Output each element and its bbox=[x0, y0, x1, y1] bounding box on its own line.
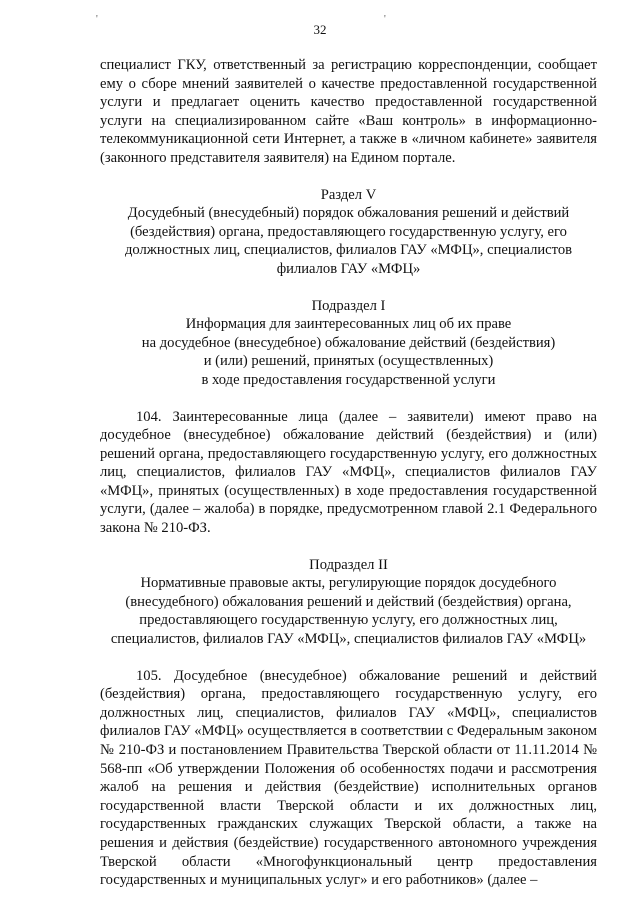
intro-paragraph: специалист ГКУ, ответственный за регистрацию корреспонденции, сообщает ему о сборе мнений заявителей о качестве предоставленной государственной услуги и предлагает оценить качество предоставленной государственной услуги на специализированном сайте «Ваш контроль» в информационно-телекоммуникационной сети Интернет, а также в «личном кабинете» заявителя (законного представителя заявителя) на Едином портале. bbox=[100, 57, 597, 166]
subsection-1-title-line: в ходе предоставления государственной услуги bbox=[201, 371, 496, 388]
subsection-2-heading bbox=[100, 556, 597, 649]
scan-mark-right: ' bbox=[384, 14, 386, 25]
subsection-2-title-line: предоставляющего государственную услугу, его должностных лиц, bbox=[139, 612, 558, 629]
subsection-1-title-line: Информация для заинтересованных лиц об их праве bbox=[185, 316, 512, 333]
subsection-1-title-line: на досудебное (внесудебное) обжалование действий (бездействия) bbox=[141, 334, 556, 351]
section-title-line: Досудебный (внесудебный) порядок обжалования решений и действий bbox=[127, 205, 570, 222]
section-title-line: (бездействия) органа, предоставляющего государственную услугу, его bbox=[130, 223, 567, 240]
section-title-line: филиалов ГАУ «МФЦ» bbox=[276, 260, 421, 277]
subsection-2-label: Подраздел II bbox=[309, 556, 388, 573]
paragraph-104: 104. Заинтересованные лица (далее – заявители) имеют право на досудебное (внесудебное) обжалование действий (бездействия) и (или) решений органа, предоставляющего государственную услугу, его должностных лиц, специалистов, филиалов ГАУ «МФЦ», специалистов филиалов ГАУ «МФЦ», принятых (осуществленных) в ходе предоставления государственной услуги, (далее – жалоба) в порядке, предусмотренном главой 2.1 Федерального закона № 210-ФЗ. bbox=[100, 408, 597, 537]
subsection-2-title-line: специалистов, филиалов ГАУ «МФЦ», специалистов филиалов ГАУ «МФЦ» bbox=[110, 631, 587, 648]
section-heading bbox=[100, 186, 597, 279]
section-label: Раздел V bbox=[320, 186, 377, 203]
paragraph-105: 105. Досудебное (внесудебное) обжалование решений и действий (бездействия) органа, предоставляющего государственную услугу, его должностных лиц, специалистов, филиалов ГАУ «МФЦ», специалистов филиалов ГАУ «МФЦ» осуществляется в соответствии с Федеральным законом № 210-ФЗ и постановлением Правительства Тверской области от 11.11.2014 № 568-пп «Об утверждении Положения об особенностях подачи и рассмотрения жалоб на решения и действия (бездействие) исполнительных органов государственной власти Тверской области и их должностных лиц, государственных гражданских служащих Тверской области, а также на решения и действия (бездействие) государственного автономного учреждения Тверской области «Многофункциональный центр предоставления государственных и муниципальных услуг» и его работников» (далее – bbox=[100, 667, 597, 889]
subsection-2-title-line: Нормативные правовые акты, регулирующие порядок досудебного bbox=[140, 575, 557, 592]
section-title-line: должностных лиц, специалистов, филиалов ГАУ «МФЦ», специалистов bbox=[124, 242, 573, 259]
page-number: 32 bbox=[313, 22, 327, 37]
subsection-2-title-line: (внесудебного) обжалования решений и действий (бездействия) органа, bbox=[125, 593, 572, 610]
scan-mark-left: ' bbox=[96, 14, 98, 25]
subsection-1-heading bbox=[100, 297, 597, 390]
document-body bbox=[100, 56, 597, 890]
subsection-1-label: Подраздел I bbox=[311, 297, 386, 314]
subsection-1-title-line: и (или) решений, принятых (осуществленных) bbox=[203, 353, 494, 370]
